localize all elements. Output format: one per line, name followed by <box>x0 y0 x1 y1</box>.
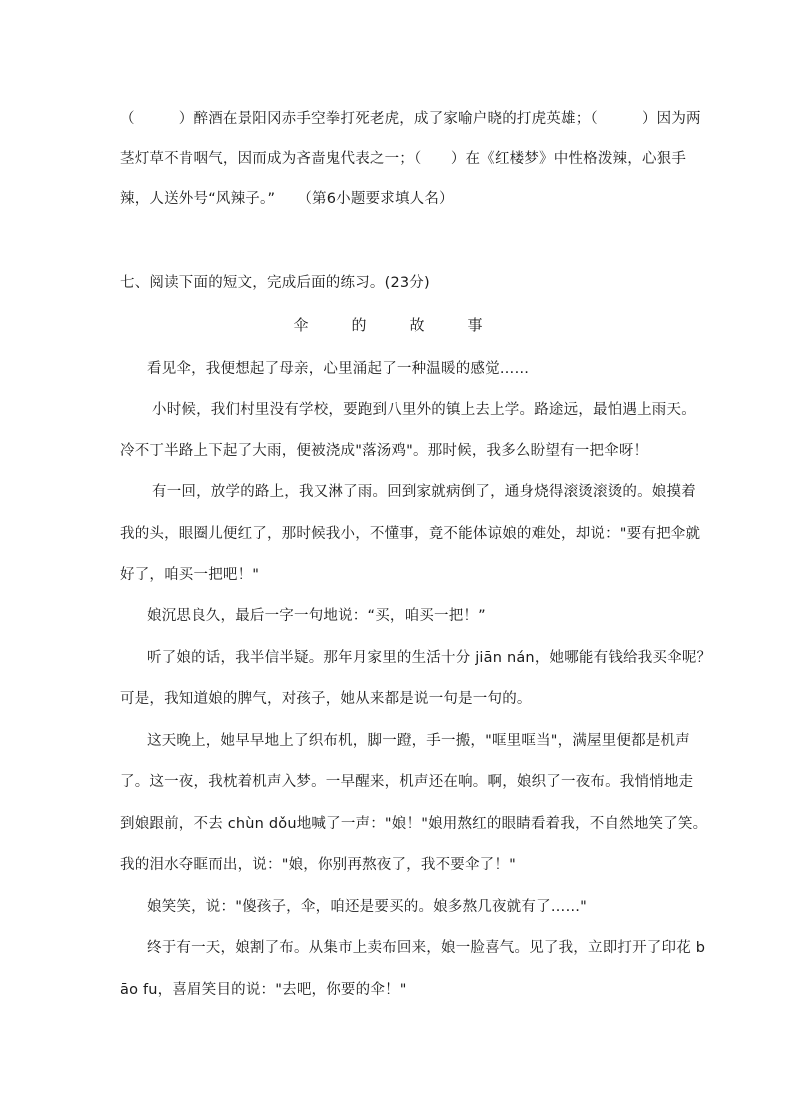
story-title: 伞 的 故 事 <box>293 316 497 334</box>
paragraph-5-line-2: 可是，我知道娘的脾气，对孩子，她从来都是说一句是一句的。 <box>120 691 532 707</box>
text-line-3: 辣，人送外号“风辣子。” （第6小题要求填人名） <box>120 191 454 207</box>
paragraph-6-line-1: 这天晚上，她早早地上了织布机，脚一蹬，手一搬，"哐里哐当"，满屋里便都是机声 <box>147 733 690 749</box>
paragraph-3-line-3: 好了，咱买一把吧！" <box>120 567 260 583</box>
paragraph-2-line-2: 冷不丁半路上下起了大雨，便被浇成"落汤鸡"。那时候，我多么盼望有一把伞呀！ <box>120 443 649 459</box>
text-line-1: （ ）醉酒在景阳冈赤手空拳打死老虎，成了家喻户晓的打虎英雄；（ ）因为两 <box>120 111 701 127</box>
paragraph-4-line-1: 娘沉思良久，最后一字一句地说：“买，咱买一把！” <box>147 608 486 624</box>
paragraph-6-line-3: 到娘跟前，不去 chùn dǒu地喊了一声："娘！"娘用熬红的眼睛看着我，不自然地笑了笑。 <box>120 816 708 832</box>
paragraph-3-line-1: 有一回，放学的路上，我又淋了雨。回到家就病倒了，通身烧得滚烫滚烫的。娘摸着 <box>152 484 696 500</box>
paragraph-5-line-1: 听了娘的话，我半信半疑。那年月家里的生活十分 jiān nán，她哪能有钱给我买伞呢？ <box>147 650 712 666</box>
paragraph-8-line-1: 终于有一天，娘割了布。从集市上卖布回来，娘一脸喜气。见了我，立即打开了印花 b <box>147 940 706 956</box>
paragraph-2-line-1: 小时候，我们村里没有学校，要跑到八里外的镇上去上学。路途远，最怕遇上雨天。 <box>152 402 696 418</box>
paragraph-1-line-1: 看见伞，我便想起了母亲，心里涌起了一种温暖的感觉…… <box>147 361 530 377</box>
text-line-2: 茎灯草不肯咽气，因而成为吝啬鬼代表之一；（ ）在《红楼梦》中性格泼辣，心狠手 <box>120 151 687 167</box>
paragraph-8-line-2: āo fu，喜眉笑目的说："去吧，你要的伞！" <box>120 982 407 998</box>
paragraph-6-line-4: 我的泪水夺眶而出，说："娘，你别再熬夜了，我不要伞了！" <box>120 857 516 873</box>
paragraph-7-line-1: 娘笑笑，说："傻孩子，伞，咱还是要买的。娘多熬几夜就有了……" <box>147 899 588 915</box>
section-heading: 七、阅读下面的短文，完成后面的练习。(23分) <box>120 275 430 291</box>
paragraph-6-line-2: 了。这一夜，我枕着机声入梦。一早醒来，机声还在响。啊，娘织了一夜布。我悄悄地走 <box>120 774 694 790</box>
paragraph-3-line-2: 我的头，眼圈儿便红了，那时候我小，不懂事，竟不能体谅娘的难处，却说："要有把伞就 <box>120 526 701 542</box>
